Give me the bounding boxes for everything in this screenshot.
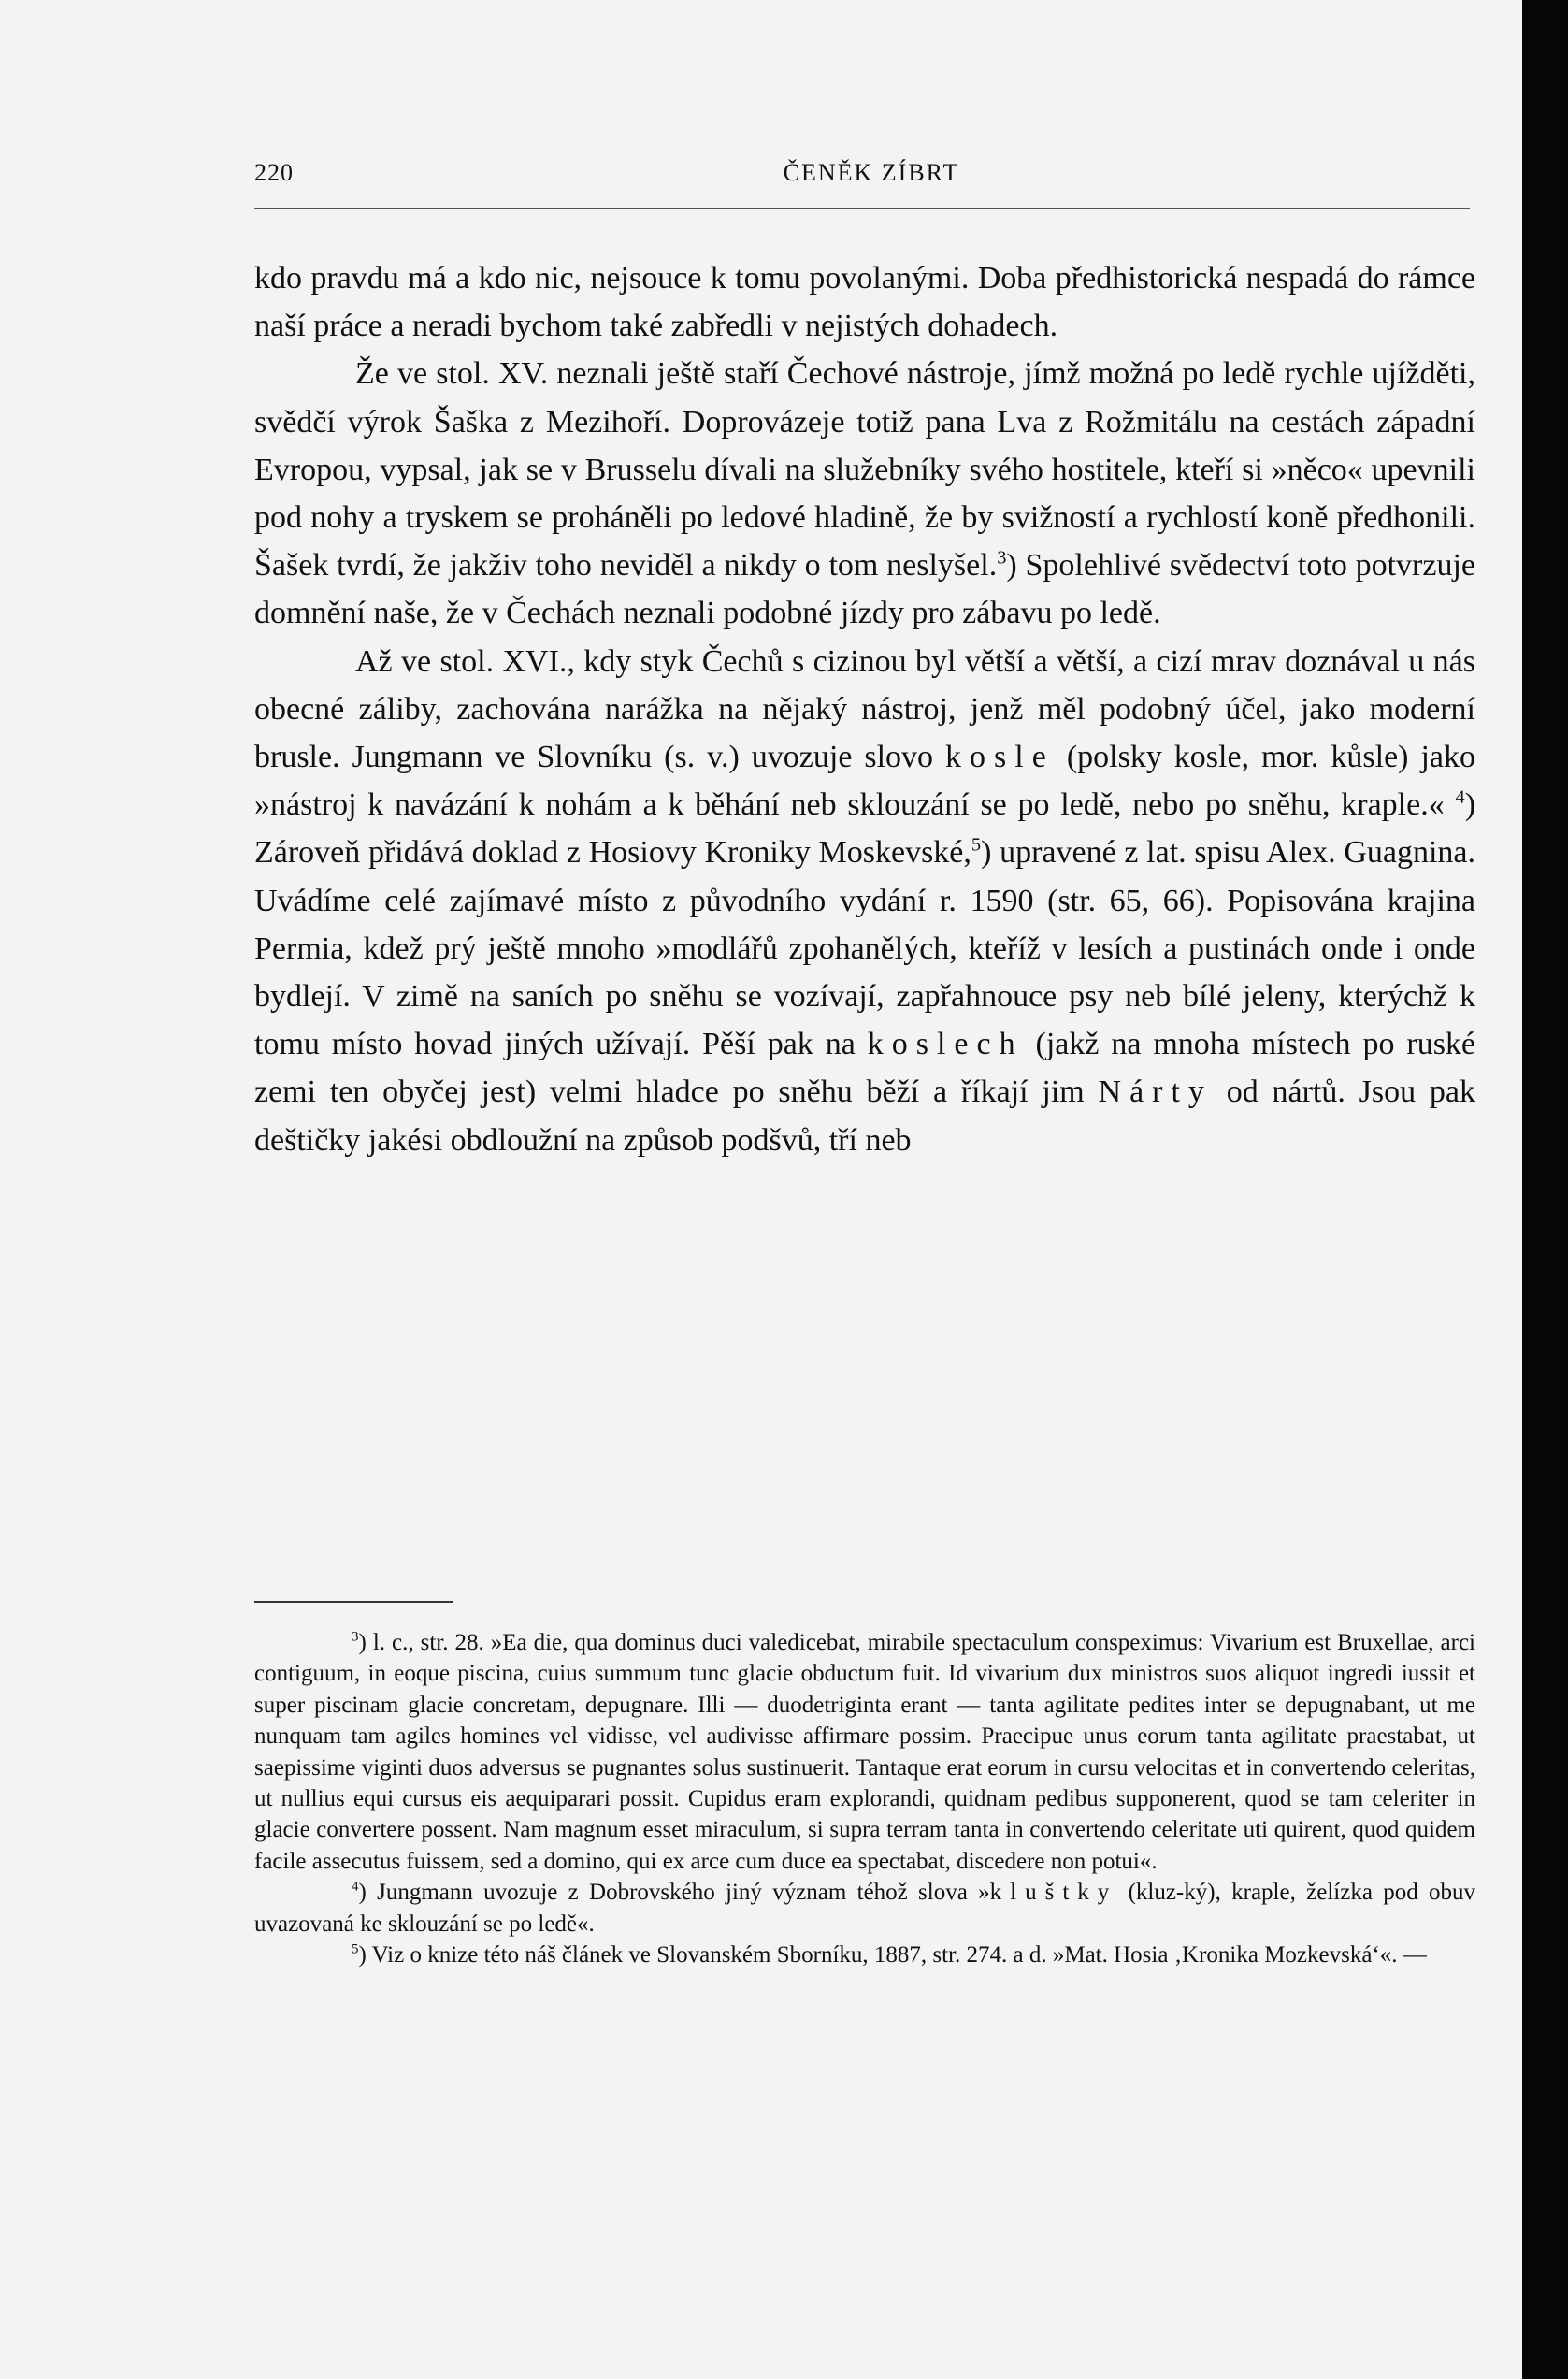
paragraph-2-text-b: ) Spolehlivé svědectví toto potvrzuje domnění naše, že v Čechách neznali podobné jízdy pro zábavu po ledě. [254,548,1476,631]
footnote-ref-4: 4 [1455,786,1465,808]
paragraph-3 [254,638,1475,1164]
footnote-4-spaced-word: kluštky [989,1880,1118,1906]
footnote-5-number: 5 [352,1941,359,1957]
footnote-5-text: ) Viz o knize této náš článek ve Slovanském Sborníku, 1887, str. 274. a d. »Mat. Hosia ‚Kronika Mozkevská‘«. — [358,1942,1427,1968]
paragraph-3-text-e: (jakž na mnoha místech po ruské zemi ten obyčej jest) velmi hladce po sněhu běží a říkají jim [254,1027,1476,1110]
paragraph-3-text-c: ) Zároveň přidává doklad z Hosiovy Kroniky Moskevské, [254,787,1476,871]
footnote-rule [254,1601,453,1603]
footnote-4-text-a: ) Jungmann uvozuje z Dobrovského jiný význam téhož slova » [358,1880,990,1906]
paragraph-3-text-f: od nártů. Jsou pak deštičky jakési obdloužní na způsob podšvů, tří neb [254,1074,1476,1158]
paragraph-2-text-a: Že ve stol. XV. neznali ještě staří Čechové nástroje, jímž možná po ledě rychle ujížděti, svědčí výrok Šaška z Mezihoří. Doprovázeje totiž pana Lva z Rožmitálu na cestách západní Evropou, vypsal, jak se v Brusselu dívali na služebníky svého hostitele, kteří si »něco« upevnili pod nohy a tryskem se proháněli po ledové hladině, že by svižností a rychlostí koně předhonili. Šašek tvrdí, že jakživ toho neviděl a nikdy o tom neslyšel. [254,356,1475,584]
paragraph-3-text-d: ) upravené z lat. spisu Alex. Guagnina. Uvádíme celé zajímavé místo z původního vydání r. 1590 (str. 65, 66). Popisována krajina Permia, kdež prý ještě mnoho »modlářů zpohanělých, kteříž v lesích a pustinách onde i onde bydlejí. V zimě na saních po sněhu se vozívají, zapřahnouce psy neb bílé jeleny, kterýchž k tomu místo hovad jiných užívají. Pěší pak na [254,835,1475,1062]
paragraph-3-text-a: Až ve stol. XVI., kdy styk Čechů s cizinou byl větší a větší, a cizí mrav doznával u nás obecné záliby, zachována narážka na nějaký nástroj, jenž měl podobný účel, jako moderní brusle. Jungmann ve Slovníku (s. v.) uvozuje slovo [254,643,1475,775]
footnote-5 [254,1939,1475,1970]
footnotes [254,1627,1475,1970]
paragraph-2 [254,350,1475,637]
paragraph-1 [254,254,1475,350]
page-header [254,159,1470,211]
spaced-word-koslech: koslech [867,1027,1024,1062]
footnote-4-number: 4 [352,1879,359,1895]
running-head: ČENĚK ZÍBRT [783,159,960,186]
scan-border [1522,0,1568,2379]
header-rule [254,208,1470,209]
footnote-ref-5: 5 [971,835,982,857]
spaced-word-kosle: kosle [945,740,1055,775]
footnote-3-number: 3 [352,1629,359,1645]
footnote-3 [254,1627,1475,1877]
paragraph-3-text-b: (polsky kosle, mor. kůsle) jako »nástroj k navázání k nohám a k běhání neb sklouzání se po ledě, nebo po sněhu, kraple.« [254,740,1476,823]
footnote-3-text: ) l. c., str. 28. »Ea die, qua dominus duci valedicebat, mirabile spectaculum conspeximus: Vivarium est Bruxellae, arci contiguum, in eoque piscina, cuius summum tunc glacie obductum fuit. Id vivarium dux ministros suos aliquot ingredi iussit et super piscinam glacie concretam, depugnare. Illi — duodetriginta erant — tanta agilitate pedites inter se depugnabant, ut me nunquam tam agiles homines vel vidisse, vel audivisse affirmare possim. Praecipue unus eorum tanta agilitate praestabat, ut saepissime viginti duos adversus se pugnantes solus sustinuerit. Tantaque erat eorum in cursu velocitas et in convertendo celeritas, ut nullius equi cursus eis aequiparari possit. Cupidus eram explorandi, quidnam pedibus supponerent, quod se tam celeriter in glacie convertere possent. Nam magnum esset miraculum, si supra terram tanta in convertendo celeritate uti quirent, quod quidem facile assecutus fuissem, sed a domino, qui ex arce cum duce ea spectabat, discedere non potui«. [254,1630,1475,1874]
main-text [254,254,1475,1164]
paragraph-1-text: kdo pravdu má a kdo nic, nejsouce k tomu povolanými. Doba předhistorická nespadá do rámce naší práce a neradi bychom také zabředli v nejistých dohadech. [254,261,1475,344]
spaced-word-narty: Nárty [1098,1074,1213,1110]
page-number: 220 [254,159,294,186]
footnote-ref-3: 3 [997,547,1007,569]
footnote-4-text-b: (kluz-ký), kraple, želízka pod obuv uvazovaná ke sklouzání se po ledě«. [254,1880,1475,1937]
footnote-4 [254,1877,1475,1939]
